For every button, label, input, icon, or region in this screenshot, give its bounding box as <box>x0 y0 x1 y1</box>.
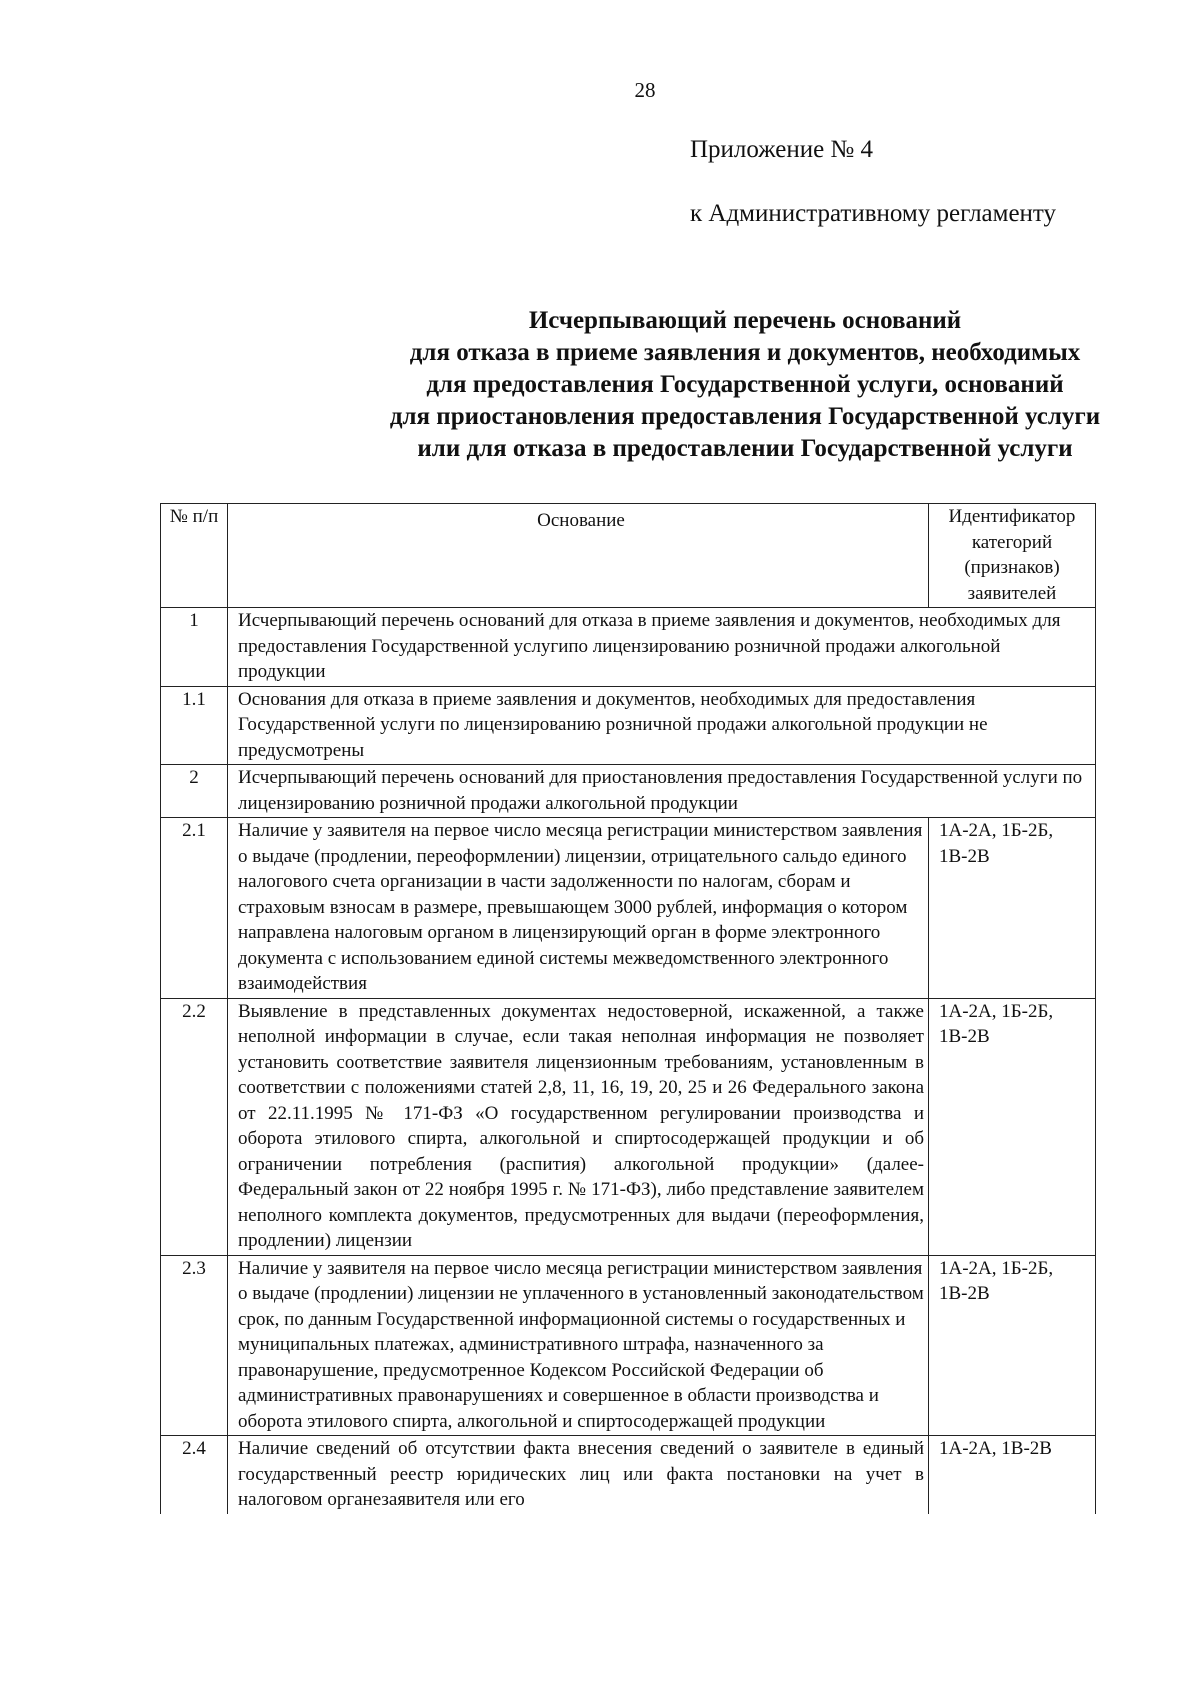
table-row <box>161 1436 1096 1514</box>
title-line: для отказа в приеме заявления и документов, необходимых <box>409 339 1081 366</box>
table-row <box>161 686 1096 765</box>
row-identifier: 1А-2А, 1Б-2Б, 1В-2В <box>929 1255 1096 1436</box>
row-num: 2.4 <box>161 1436 228 1514</box>
table-row <box>161 765 1096 818</box>
document-title <box>160 305 1200 465</box>
page-number: 28 <box>634 78 656 102</box>
grounds-table <box>160 503 1096 1514</box>
row-basis: Наличие сведений об отсутствии факта внесения сведений о заявителе в единый государственный реестр юридических лиц или факта постановки на учет в налоговом органезаявителя или его <box>228 1436 929 1514</box>
table-row <box>161 608 1096 687</box>
title-line: или для отказа в предоставлении Государственной услуги <box>417 435 1073 462</box>
header-identifier: Идентификатор категорий (признаков) заявителей <box>929 504 1096 608</box>
row-basis: Наличие у заявителя на первое число месяца регистрации министерством заявления о выдаче (продлении) лицензии не уплаченного в установленный законодательством срок, по данным Государственной информационной системы о государственных и муниципальных платежах, административного штрафа, назначенного за правонарушение, предусмотренное Кодексом Российской Федерации об административных правонарушениях и совершенное в области производства и оборота этилового спирта, алкогольной и спиртосодержащей продукции <box>228 1255 929 1436</box>
row-basis: Исчерпывающий перечень оснований для отказа в приеме заявления и документов, необходимых для предоставления Государственной услугипо лицензированию розничной продажи алкогольной продукции <box>228 608 1096 687</box>
row-num: 2.1 <box>161 818 228 999</box>
row-identifier: 1А-2А, 1В-2В <box>929 1436 1096 1514</box>
row-identifier: 1А-2А, 1Б-2Б, 1В-2В <box>929 818 1096 999</box>
title-line: Исчерпывающий перечень оснований <box>528 307 962 334</box>
header-num: № п/п <box>161 504 228 608</box>
row-num: 2 <box>161 765 228 818</box>
table-row <box>161 1255 1096 1436</box>
row-num: 2.2 <box>161 998 228 1255</box>
row-num: 1 <box>161 608 228 687</box>
row-num: 2.3 <box>161 1255 228 1436</box>
row-basis: Основания для отказа в приеме заявления и документов, необходимых для предоставления Государственной услуги по лицензированию розничной продажи алкогольной продукции не предусмотрены <box>228 686 1096 765</box>
header-basis: Основание <box>228 504 929 608</box>
row-num: 1.1 <box>161 686 228 765</box>
title-line: для предоставления Государственной услуги, оснований <box>426 371 1064 398</box>
table-row <box>161 818 1096 999</box>
appendix-subtitle: к Административному регламенту <box>690 200 1057 227</box>
row-identifier: 1А-2А, 1Б-2Б, 1В-2В <box>929 998 1096 1255</box>
table-header-row <box>161 504 1096 608</box>
title-line: для приостановления предоставления Государственной услуги <box>389 403 1101 430</box>
table-row <box>161 998 1096 1255</box>
row-basis: Исчерпывающий перечень оснований для приостановления предоставления Государственной услуги по лицензированию розничной продажи алкогольной продукции <box>228 765 1096 818</box>
appendix-title: Приложение № 4 <box>690 136 874 163</box>
row-basis: Наличие у заявителя на первое число месяца регистрации министерством заявления о выдаче (продлении, переоформлении) лицензии, отрицательного сальдо единого налогового счета организации в части задолженности по налогам, сборам и страховым взносам в размере, превышающем 3000 рублей, информация о котором направлена налоговым органом в лицензирующий орган в форме электронного документа с использованием единой системы межведомственного электронного взаимодействия <box>228 818 929 999</box>
row-basis: Выявление в представленных документах недостоверной, искаженной, а также неполной информации в случае, если такая неполная информация не позволяет установить соответствие заявителя лицензионным требованиям, установленным в соответствии с положениями статей 2,8, 11, 16, 19, 20, 25 и 26 Федерального закона от 22.11.1995 № 171-ФЗ «О государственном регулировании производства и оборота этилового спирта, алкогольной и спиртосодержащей продукции и об ограничении потребления (распития) алкогольной продукции» (далее- Федеральный закон от 22 ноября 1995 г. № 171-ФЗ), либо представление заявителем неполного комплекта документов, предусмотренных для выдачи (переоформления, продлении) лицензии <box>228 998 929 1255</box>
